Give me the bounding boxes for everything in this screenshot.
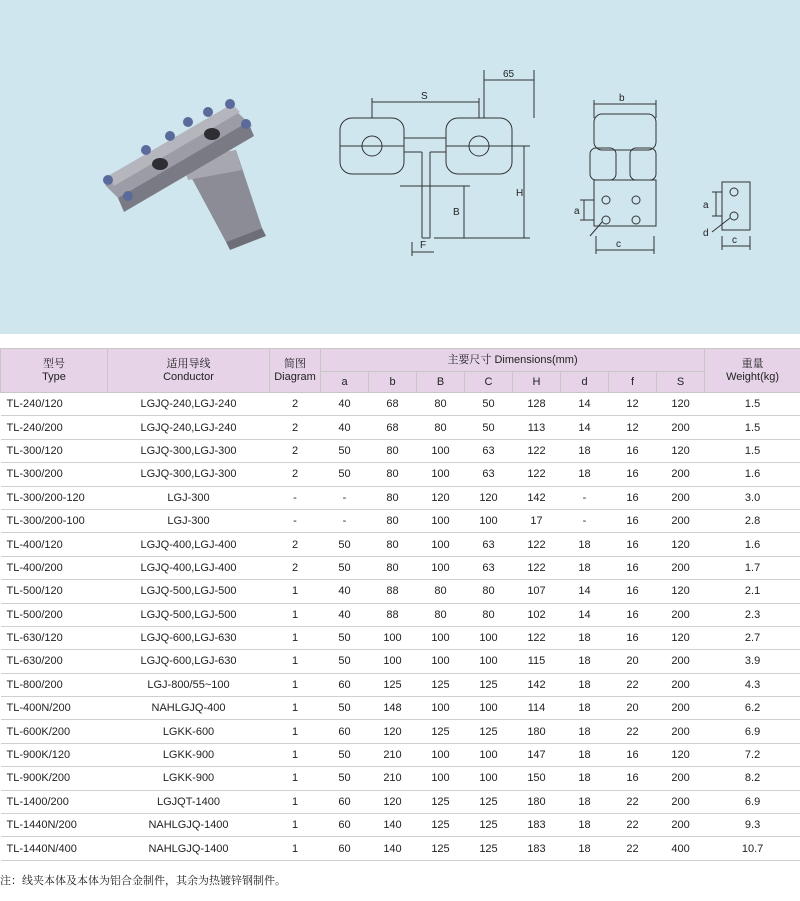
table-cell: 63 [465,439,513,462]
table-cell: 1 [270,814,321,837]
table-cell: 50 [321,533,369,556]
spec-table-body [1,393,800,861]
table-cell: 120 [657,743,705,766]
table-cell: NAHLGJQ-400 [108,697,270,720]
table-row [1,556,800,579]
table-cell: TL-900K/120 [1,743,108,766]
dim-label-s: S [421,91,428,102]
table-cell: 50 [321,626,369,649]
dim-label-c-pad: c [732,235,737,246]
table-cell: 2 [270,463,321,486]
table-cell: 50 [321,556,369,579]
table-cell: 1 [270,603,321,626]
subheader-H: H [513,372,561,393]
table-cell: 6.9 [705,720,800,743]
table-cell: 18 [561,556,609,579]
table-row [1,650,800,673]
table-cell: 16 [609,463,657,486]
table-cell: 120 [417,486,465,509]
table-cell: 100 [417,743,465,766]
table-row [1,720,800,743]
table-cell: 125 [417,814,465,837]
table-cell: 63 [465,556,513,579]
table-cell: TL-400N/200 [1,697,108,720]
table-cell: - [270,509,321,532]
table-cell: 200 [657,603,705,626]
table-cell: 122 [513,463,561,486]
table-cell: 18 [561,743,609,766]
table-cell: 2 [270,416,321,439]
table-cell: 4.3 [705,673,800,696]
table-cell: 2 [270,393,321,416]
table-cell: 8.2 [705,767,800,790]
table-cell: TL-400/200 [1,556,108,579]
table-cell: LGJQ-240,LGJ-240 [108,393,270,416]
table-cell: 1 [270,580,321,603]
table-cell: 1 [270,790,321,813]
subheader-a: a [321,372,369,393]
table-cell: TL-300/200 [1,463,108,486]
table-cell: 200 [657,556,705,579]
product-drawing [0,0,800,334]
table-cell: 115 [513,650,561,673]
table-row [1,463,800,486]
table-cell: - [270,486,321,509]
table-cell: 1 [270,743,321,766]
table-cell: TL-300/200-100 [1,509,108,532]
table-cell: TL-240/120 [1,393,108,416]
table-cell: 125 [465,814,513,837]
table-cell: TL-800/200 [1,673,108,696]
table-cell: 1 [270,673,321,696]
table-cell: 120 [657,580,705,603]
table-cell: 2 [270,556,321,579]
table-cell: 100 [417,509,465,532]
product-photo [103,99,266,250]
table-cell: 80 [369,463,417,486]
table-cell: 6.2 [705,697,800,720]
table-cell: 3.0 [705,486,800,509]
table-cell: 2.7 [705,626,800,649]
dim-label-d: d [703,228,709,239]
table-cell: 183 [513,814,561,837]
table-cell: 1 [270,720,321,743]
table-cell: TL-600K/200 [1,720,108,743]
table-cell: 200 [657,650,705,673]
table-cell: 16 [609,509,657,532]
table-cell: 183 [513,837,561,860]
table-cell: 200 [657,790,705,813]
subheader-B: B [417,372,465,393]
table-cell: TL-500/200 [1,603,108,626]
table-cell: 125 [417,673,465,696]
table-cell: LGJ-300 [108,486,270,509]
table-cell: 102 [513,603,561,626]
table-cell: 63 [465,463,513,486]
table-cell: 22 [609,720,657,743]
table-cell: 200 [657,697,705,720]
table-cell: 16 [609,767,657,790]
table-cell: LGJQ-600,LGJ-630 [108,650,270,673]
table-cell: 20 [609,650,657,673]
table-cell: 16 [609,556,657,579]
table-cell: 18 [561,673,609,696]
table-cell: 100 [417,650,465,673]
table-cell: 120 [657,626,705,649]
table-cell: 142 [513,673,561,696]
table-cell: 147 [513,743,561,766]
table-cell: LGJ-800/55~100 [108,673,270,696]
table-cell: 1.6 [705,463,800,486]
table-cell: 18 [561,650,609,673]
table-cell: 114 [513,697,561,720]
table-cell: 125 [417,790,465,813]
table-cell: 2.8 [705,509,800,532]
table-cell: 100 [417,533,465,556]
product-illustration-panel [0,0,800,334]
table-cell: 100 [417,697,465,720]
table-cell: 68 [369,393,417,416]
dim-label-f: F [420,240,427,251]
table-cell: 120 [369,720,417,743]
table-cell: 50 [321,767,369,790]
table-cell: 18 [561,767,609,790]
table-cell: 210 [369,743,417,766]
table-cell: 88 [369,603,417,626]
table-cell: 40 [321,603,369,626]
table-cell: TL-1440N/200 [1,814,108,837]
table-cell: 2 [270,439,321,462]
table-cell: - [321,486,369,509]
subheader-d: d [561,372,609,393]
table-cell: 60 [321,720,369,743]
table-cell: LGKK-900 [108,743,270,766]
table-row [1,673,800,696]
table-cell: 2 [270,533,321,556]
table-cell: TL-300/200-120 [1,486,108,509]
table-cell: 40 [321,416,369,439]
table-row [1,790,800,813]
table-cell: 18 [561,626,609,649]
table-cell: 20 [609,697,657,720]
table-cell: 22 [609,790,657,813]
table-cell: 68 [369,416,417,439]
table-cell: 1 [270,697,321,720]
table-row [1,439,800,462]
table-cell: 122 [513,626,561,649]
table-cell: LGJQ-500,LGJ-500 [108,580,270,603]
table-row [1,837,800,860]
table-cell: 1.6 [705,533,800,556]
table-cell: TL-240/200 [1,416,108,439]
table-cell: 1.7 [705,556,800,579]
table-cell: 180 [513,720,561,743]
table-cell: TL-500/120 [1,580,108,603]
table-cell: 80 [369,556,417,579]
table-cell: 122 [513,556,561,579]
table-row [1,697,800,720]
table-cell: 400 [657,837,705,860]
table-cell: 80 [417,603,465,626]
table-cell: LGJQ-300,LGJ-300 [108,463,270,486]
table-cell: 18 [561,814,609,837]
table-cell: 200 [657,814,705,837]
table-cell: TL-900K/200 [1,767,108,790]
table-cell: 100 [465,767,513,790]
table-cell: 2.3 [705,603,800,626]
table-cell: 1 [270,650,321,673]
table-cell: 50 [465,416,513,439]
table-row [1,767,800,790]
table-cell: 9.3 [705,814,800,837]
table-cell: LGKK-600 [108,720,270,743]
table-cell: 200 [657,509,705,532]
table-cell: 50 [321,743,369,766]
table-cell: 150 [513,767,561,790]
table-cell: 1 [270,626,321,649]
table-cell: 113 [513,416,561,439]
table-row [1,486,800,509]
table-cell: LGJQ-240,LGJ-240 [108,416,270,439]
table-cell: 100 [417,463,465,486]
table-cell: 1.5 [705,393,800,416]
side-view-diagram [580,100,656,254]
table-cell: 18 [561,790,609,813]
table-cell: 100 [465,697,513,720]
table-cell: 125 [417,837,465,860]
table-cell: 80 [369,486,417,509]
table-cell: 100 [417,626,465,649]
table-cell: 3.9 [705,650,800,673]
table-cell: 14 [561,416,609,439]
table-cell: LGJQ-600,LGJ-630 [108,626,270,649]
table-cell: 100 [465,743,513,766]
table-cell: 40 [321,580,369,603]
pad-diagram [712,182,750,250]
table-cell: 125 [465,790,513,813]
table-cell: 100 [465,626,513,649]
table-cell: 12 [609,393,657,416]
table-cell: 100 [465,509,513,532]
table-cell: 14 [561,603,609,626]
dim-label-a-pad: a [703,200,709,211]
table-cell: 18 [561,697,609,720]
table-cell: 18 [561,837,609,860]
table-row [1,603,800,626]
table-cell: 50 [321,463,369,486]
table-cell: 22 [609,814,657,837]
table-cell: LGJQ-500,LGJ-500 [108,603,270,626]
table-cell: 80 [417,580,465,603]
table-cell: 16 [609,486,657,509]
table-cell: 18 [561,720,609,743]
table-cell: 200 [657,673,705,696]
table-cell: 16 [609,580,657,603]
table-cell: 200 [657,486,705,509]
table-cell: LGJQ-400,LGJ-400 [108,533,270,556]
dim-label-a: a [574,206,580,217]
table-cell: 107 [513,580,561,603]
table-cell: 80 [465,603,513,626]
dim-label-b: b [619,93,625,104]
table-cell: 200 [657,720,705,743]
header-dimensions: 主要尺寸 Dimensions(mm) [321,349,705,372]
table-cell: 2.1 [705,580,800,603]
table-cell: NAHLGJQ-1400 [108,837,270,860]
header-weight: 重量 Weight(kg) [705,349,800,393]
front-view-diagram [340,70,534,256]
table-cell: 120 [657,393,705,416]
table-cell: 18 [561,439,609,462]
table-cell: 50 [321,697,369,720]
table-row [1,393,800,416]
table-cell: 14 [561,393,609,416]
table-cell: - [561,509,609,532]
table-cell: 1.5 [705,416,800,439]
table-row [1,416,800,439]
table-cell: 100 [369,626,417,649]
table-cell: 125 [417,720,465,743]
table-cell: 120 [657,439,705,462]
table-cell: NAHLGJQ-1400 [108,814,270,837]
table-cell: 60 [321,814,369,837]
dim-label-c: c [616,239,621,250]
table-cell: 17 [513,509,561,532]
table-cell: 100 [465,650,513,673]
table-cell: 16 [609,743,657,766]
table-row [1,626,800,649]
table-cell: 180 [513,790,561,813]
spec-table [0,348,800,861]
table-cell: 125 [465,837,513,860]
table-cell: 142 [513,486,561,509]
table-cell: LGJQT-1400 [108,790,270,813]
table-cell: 22 [609,837,657,860]
table-cell: 148 [369,697,417,720]
table-cell: 100 [417,439,465,462]
table-cell: 50 [321,650,369,673]
table-cell: 16 [609,626,657,649]
table-cell: 10.7 [705,837,800,860]
table-cell: LGKK-900 [108,767,270,790]
table-cell: TL-1400/200 [1,790,108,813]
table-row [1,743,800,766]
header-diagram: 简图 Diagram [270,349,321,393]
table-cell: LGJQ-300,LGJ-300 [108,439,270,462]
subheader-C: C [465,372,513,393]
table-cell: 200 [657,463,705,486]
table-cell: 140 [369,837,417,860]
table-cell: 14 [561,580,609,603]
table-cell: LGJQ-400,LGJ-400 [108,556,270,579]
dim-label-h: H [516,188,524,199]
table-cell: 80 [465,580,513,603]
table-cell: 1 [270,837,321,860]
table-cell: 80 [369,509,417,532]
table-cell: 80 [417,416,465,439]
table-cell: 6.9 [705,790,800,813]
table-cell: 18 [561,463,609,486]
table-row [1,814,800,837]
table-cell: 50 [321,439,369,462]
table-cell: 100 [417,556,465,579]
table-cell: 40 [321,393,369,416]
table-cell: 88 [369,580,417,603]
table-cell: 16 [609,533,657,556]
table-cell: 100 [369,650,417,673]
table-row [1,580,800,603]
table-cell: 16 [609,439,657,462]
table-cell: 125 [465,673,513,696]
dim-label-65: 65 [503,69,515,80]
table-row [1,509,800,532]
subheader-S: S [657,372,705,393]
table-cell: 60 [321,790,369,813]
table-cell: 120 [465,486,513,509]
table-cell: 210 [369,767,417,790]
table-cell: 60 [321,837,369,860]
header-type: 型号 Type [1,349,108,393]
subheader-b: b [369,372,417,393]
table-cell: 125 [465,720,513,743]
footnote: 注：线夹本体及本体为铝合金制件，其余为热镀锌钢制件。 [0,875,286,887]
table-cell: - [321,509,369,532]
table-cell: 122 [513,533,561,556]
table-cell: 60 [321,673,369,696]
table-cell: 1.5 [705,439,800,462]
table-cell: 100 [417,767,465,790]
table-cell: 1 [270,767,321,790]
table-cell: 63 [465,533,513,556]
table-cell: 120 [369,790,417,813]
table-cell: 80 [417,393,465,416]
table-cell: 18 [561,533,609,556]
table-cell: 22 [609,673,657,696]
table-cell: 140 [369,814,417,837]
table-row [1,533,800,556]
table-cell: TL-1440N/400 [1,837,108,860]
table-cell: 12 [609,416,657,439]
table-cell: 200 [657,416,705,439]
table-cell: 200 [657,767,705,790]
table-cell: 80 [369,533,417,556]
table-cell: - [561,486,609,509]
table-cell: LGJ-300 [108,509,270,532]
table-cell: 50 [465,393,513,416]
subheader-f: f [609,372,657,393]
dim-label-b-upper: B [453,207,460,218]
table-cell: TL-400/120 [1,533,108,556]
table-cell: 122 [513,439,561,462]
table-cell: TL-630/120 [1,626,108,649]
table-cell: 120 [657,533,705,556]
table-cell: TL-300/120 [1,439,108,462]
table-cell: 7.2 [705,743,800,766]
table-cell: 80 [369,439,417,462]
header-conductor: 适用导线 Conductor [108,349,270,393]
table-cell: TL-630/200 [1,650,108,673]
table-cell: 16 [609,603,657,626]
table-cell: 125 [369,673,417,696]
table-cell: 128 [513,393,561,416]
